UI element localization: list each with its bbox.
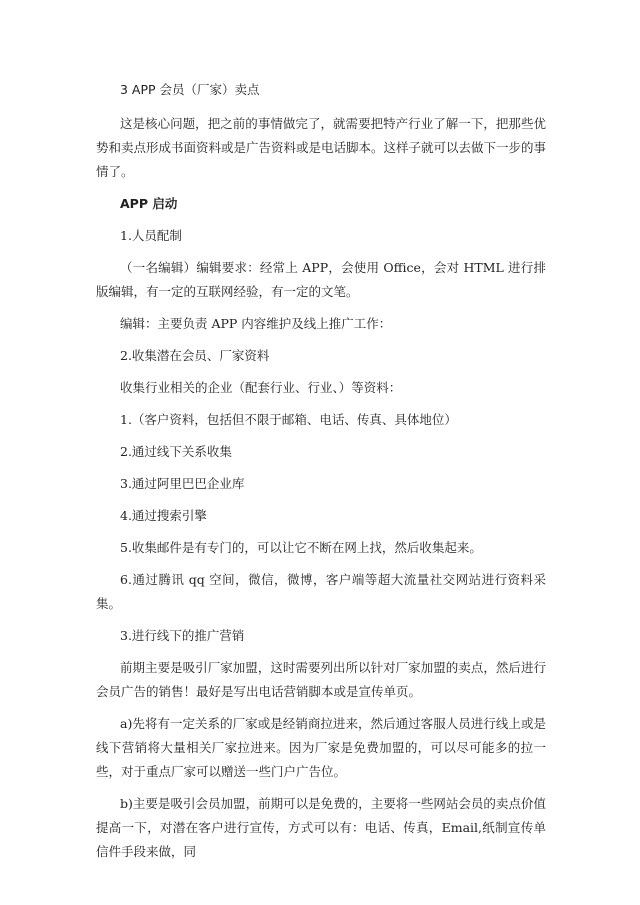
list-item: 1.（客户资料，包括但不限于邮箱、电话、传真、具体地位）	[120, 412, 457, 427]
paragraph: 收集行业相关的企业（配套行业、行业、）等资料：	[120, 380, 402, 395]
paragraph: b)主要是吸引会员加盟，前期可以是免费的，主要将一些网站会员的卖点价值提高一下，对潜在客户进行宣传，方式可以有：电话、传真，Email,纸制宣传单信件手段来做，同	[96, 796, 546, 859]
list-item: 4.通过搜索引擎	[120, 508, 207, 523]
document-page	[96, 78, 546, 864]
section-heading: 3 APP 会员（厂家）卖点	[120, 82, 260, 97]
list-item: 3.通过阿里巴巴企业库	[120, 476, 245, 491]
subsection-heading: APP 启动	[120, 196, 178, 211]
list-item: 6.通过腾讯 qq 空间，微信，微博，客户端等超大流量社交网站进行资料采集。	[96, 572, 546, 611]
paragraph: （一名编辑）编辑要求：经常上 APP，会使用 Office，会对 HTML 进行排版编辑，有一定的互联网经验，有一定的文笔。	[96, 260, 546, 299]
paragraph: 这是核心问题，把之前的事情做完了，就需要把特产行业了解一下，把那些优势和卖点形成书面资料或是广告资料或是电话脚本。这样子就可以去做下一步的事情了。	[96, 116, 547, 179]
paragraph: a)先将有一定关系的厂家或是经销商拉进来，然后通过客服人员进行线上或是线下营销将大量相关厂家拉进来。因为厂家是免费加盟的，可以尽可能多的拉一些，对于重点厂家可以赠送一些门户广告位。	[96, 716, 546, 779]
list-item: 5.收集邮件是有专门的，可以让它不断在网上找，然后收集起来。	[120, 540, 482, 555]
paragraph: 2.收集潜在会员、厂家资料	[120, 348, 270, 363]
paragraph: 前期主要是吸引厂家加盟，这时需要列出所以针对厂家加盟的卖点，然后进行会员广告的销售！最好是写出电话营销脚本或是宣传单页。	[96, 660, 546, 699]
paragraph: 编辑：主要负责 APP 内容维护及线上推广工作：	[120, 316, 392, 331]
paragraph: 1.人员配制	[120, 228, 182, 243]
list-item: 2.通过线下关系收集	[120, 444, 232, 459]
paragraph: 3.进行线下的推广营销	[120, 628, 245, 643]
